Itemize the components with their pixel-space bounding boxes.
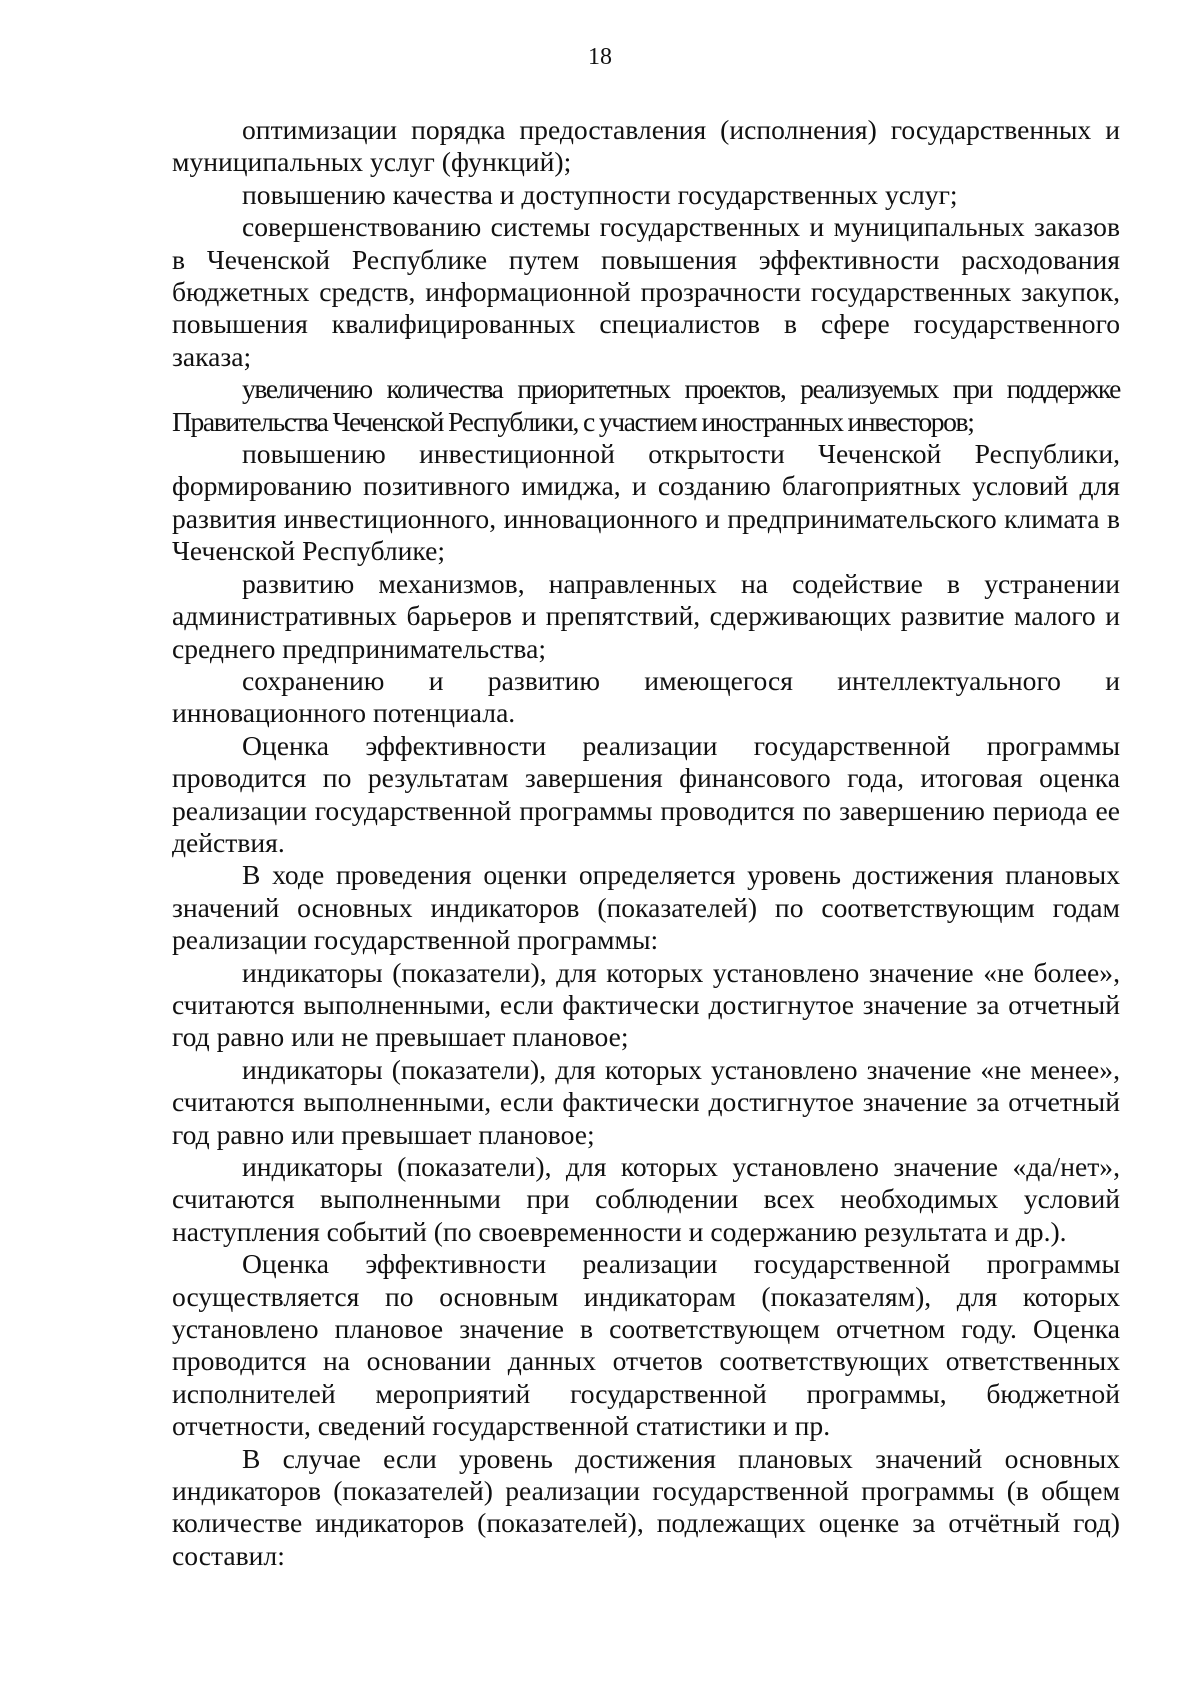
paragraph-priority-projects: увеличению количества приоритетных проектов, реализуемых при поддержке Правительства Чеченской Республики, с участием иностранных инвесторов;: [172, 373, 1120, 437]
paragraph-optimization: оптимизации порядка предоставления (исполнения) государственных и муниципальных услуг (функций);: [172, 114, 1120, 178]
paragraph-investment-openness: повышению инвестиционной открытости Чеченской Республики, формированию позитивного имиджа, и созданию благоприятных условий для развития инвестиционного, инновационного и предпринимательского климата в Чеченской Республике;: [172, 438, 1120, 567]
paragraph-innovation-potential: сохранению и развитию имеющегося интеллектуального и инновационного потенциала.: [172, 664, 1120, 729]
paragraph-administrative-barriers: развитию механизмов, направленных на содействие в устранении административных барьеров и препятствий, сдерживающих развитие малого и среднего предпринимательства;: [172, 567, 1120, 664]
paragraph-evaluation-basis: Оценка эффективности реализации государственной программы осуществляется по основным индикаторам (показателям), для которых установлено плановое значение в соответствующем отчетном году. Оценка проводится на основании данных отчетов соответствующих ответственных исполнителей мероприятий государственной программы, бюджетной отчетности, сведений государственной статистики и пр.: [172, 1248, 1120, 1442]
paragraph-indicator-not-more: индикаторы (показатели), для которых установлено значение «не более», считаются выполненными, если фактически достигнутое значение за отчетный год равно или не превышает плановое;: [172, 956, 1120, 1053]
paragraph-evaluation-timing: Оценка эффективности реализации государственной программы проводится по результатам завершения финансового года, итоговая оценка реализации государственной программы проводится по завершению периода ее действия.: [172, 729, 1120, 858]
paragraph-indicator-yes-no: индикаторы (показатели), для которых установлено значение «да/нет», считаются выполненными при соблюдении всех необходимых условий наступления событий (по своевременности и содержанию результата и др.).: [172, 1151, 1120, 1247]
paragraph-procurement: совершенствованию системы государственных и муниципальных заказов в Чеченской Республике путем повышения эффективности расходования бюджетных средств, информационной прозрачности государственных закупок, повышения квалифицированных специалистов в сфере государственного заказа;: [172, 211, 1120, 372]
paragraph-evaluation-process: В ходе проведения оценки определяется уровень достижения плановых значений основных индикаторов (показателей) по соответствующим годам реализации государственной программы:: [172, 859, 1120, 956]
document-body: [172, 114, 1120, 1572]
paragraph-service-quality: повышению качества и доступности государственных услуг;: [242, 178, 958, 210]
page-number: 18: [588, 44, 612, 70]
paragraph-indicator-not-less: индикаторы (показатели), для которых установлено значение «не менее», считаются выполненными, если фактически достигнутое значение за отчетный год равно или превышает плановое;: [172, 1053, 1120, 1150]
paragraph-achievement-level: В случае если уровень достижения плановых значений основных индикаторов (показателей) реализации государственной программы (в общем количестве индикаторов (показателей), подлежащих оценке за отчётный год) составил:: [172, 1442, 1120, 1571]
